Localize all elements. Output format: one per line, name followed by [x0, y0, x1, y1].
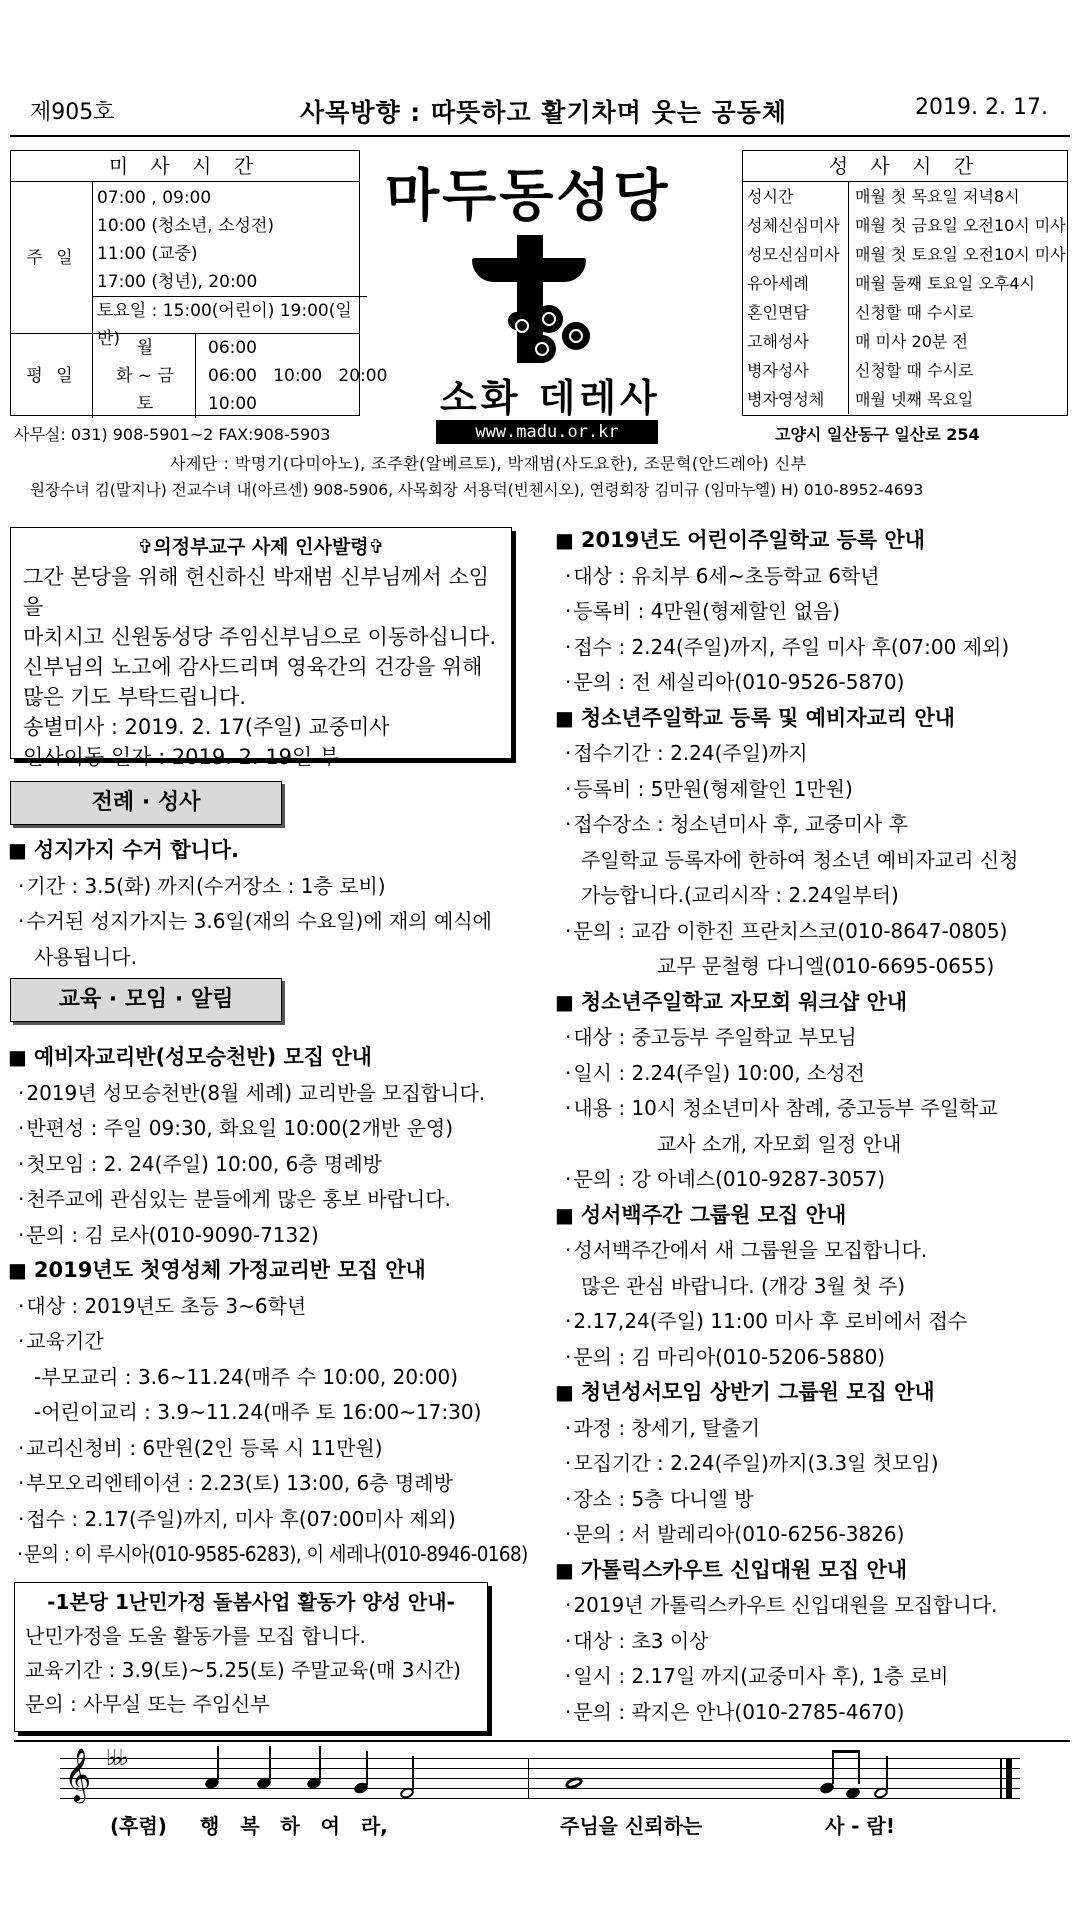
- pastoral-motto: 사목방향 : 따뜻하고 활기차며 웃는 공동체: [300, 98, 788, 127]
- list-item: · 문의 : 교감 이한진 프란치스코(010-8647-0805): [555, 914, 1075, 950]
- saturday-time: 토요일 : 15:00(어린이) 19:00(일반): [93, 296, 367, 325]
- rose-icon: [562, 322, 590, 350]
- sacrament-name: 성모신심미사: [743, 240, 849, 269]
- staff-list: 원장수녀 김(말지나) 전교수녀 내(아르센) 908-5906, 사목회장 서용덕(빈첸시오), 연령회장 김미규 (임마누엘) H) 010-8952-4693: [30, 481, 924, 499]
- sacrament-row: [743, 298, 1067, 327]
- flat-signature-icon: ♭♭♭: [106, 1746, 126, 1771]
- sacrament-row: [743, 211, 1067, 240]
- sunday-time: 17:00 (청년), 20:00: [97, 272, 258, 292]
- lyric-part: 사 - 람!: [825, 1814, 895, 1838]
- sacrament-times-box: [742, 150, 1068, 416]
- sacrament-name: 유아세례: [743, 269, 849, 298]
- list-item: · 문의 : 김 마리아(010-5206-5880): [555, 1340, 1075, 1376]
- sacrament-name: 고해성사: [743, 327, 849, 356]
- sacrament-time: 매월 둘째 토요일 오후4시: [855, 274, 1035, 293]
- notice-line: 많은 기도 부탁드립니다.: [23, 685, 246, 709]
- mass-times-title: 미 사 시 간: [11, 151, 359, 182]
- item-heading: ■ 예비자교리반(성모승천반) 모집 안내: [8, 1040, 528, 1076]
- sacrament-name: 성시간: [743, 182, 849, 211]
- church-address: 고양시 일산동구 일산로 254: [775, 425, 980, 444]
- list-item: · 접수 : 2.17(주일)까지, 미사 후(07:00미사 제외): [8, 1502, 528, 1538]
- office-contact: 사무실: 031) 908-5901~2 FAX:908-5903: [14, 425, 331, 444]
- notice-line: 마치시고 신원동성당 주임신부님으로 이동하십니다.: [23, 625, 496, 649]
- header-divider: [10, 135, 1070, 137]
- sacrament-row: [743, 385, 1067, 414]
- list-item: · 문의 : 이 루시아(010-9585-6283), 이 세레나(010-8946-0168): [8, 1537, 484, 1573]
- list-item: -부모교리 : 3.6~11.24(매주 수 10:00, 20:00): [34, 1364, 459, 1389]
- issue-number: 제905호: [30, 100, 115, 125]
- list-item: -어린이교리 : 3.9~11.24(매주 토 16:00~17:30): [34, 1400, 482, 1424]
- sunday-label: 주 일: [11, 182, 93, 334]
- list-item: 많은 관심 바랍니다. (개강 3월 첫 주): [581, 1273, 905, 1298]
- rose-icon: [535, 305, 563, 333]
- list-item: · 일시 : 2.24(주일) 10:00, 소성전: [555, 1056, 1075, 1092]
- sacrament-row: [743, 356, 1067, 385]
- sacrament-row: [743, 327, 1067, 356]
- list-item: · 장소 : 5층 다니엘 방: [555, 1482, 1075, 1518]
- notice-line: 그간 본당을 위해 헌신하신 박재범 신부님께서 소임을: [23, 565, 490, 619]
- weekday-day: 월: [95, 334, 196, 362]
- weekday-time: 10:00: [208, 394, 257, 414]
- list-item: · 문의 : 김 로사(010-9090-7132): [8, 1218, 528, 1254]
- list-item: · 대상 : 2019년도 초등 3~6학년: [8, 1289, 528, 1325]
- list-item: · 접수기간 : 2.24(주일)까지: [555, 736, 1075, 772]
- sacrament-name: 병자영성체: [743, 385, 849, 414]
- lyric-refrain: (후렴): [110, 1814, 167, 1838]
- list-item: · 첫모임 : 2. 24(주일) 10:00, 6층 명례방: [8, 1147, 528, 1183]
- list-item: · 2019년 가톨릭스카우트 신입대원을 모집합니다.: [555, 1588, 1075, 1624]
- list-item: 주일학교 등록자에 한하여 청소년 예비자교리 신청: [581, 847, 1019, 872]
- list-item: · 부모오리엔테이션 : 2.23(토) 13:00, 6층 명례방: [8, 1466, 528, 1502]
- item-heading: ■ 청소년주일학교 등록 및 예비자교리 안내: [555, 701, 1075, 737]
- mass-times-box: [10, 150, 388, 416]
- sacrament-time: 매월 첫 금요일 오전10시 미사: [855, 216, 1066, 235]
- item-heading: ■ 청년성서모임 상반기 그룹원 모집 안내: [555, 1375, 1075, 1411]
- bar-line: [528, 1758, 529, 1799]
- final-bar-line: [1006, 1758, 1012, 1799]
- sunday-time: 10:00 (청소년, 소성전): [97, 216, 274, 236]
- sacrament-time: 신청할 때 수시로: [855, 361, 974, 380]
- list-item: · 문의 : 강 아녜스(010-9287-3057): [555, 1162, 1075, 1198]
- item-heading: ■ 성서백주간 그룹원 모집 안내: [555, 1198, 1075, 1234]
- sacrament-row: [743, 240, 1067, 269]
- list-item: · 내용 : 10시 청소년미사 참례, 중고등부 주일학교: [555, 1091, 1075, 1127]
- issue-date: 2019. 2. 17.: [915, 95, 1048, 120]
- rose-icon: [508, 312, 526, 330]
- list-item: · 교리신청비 : 6만원(2인 등록 시 11만원): [8, 1431, 528, 1467]
- sacrament-times-title: 성 사 시 간: [743, 151, 1067, 182]
- sacrament-time: 신청할 때 수시로: [855, 303, 974, 322]
- list-item: · 2.17,24(주일) 11:00 미사 후 로비에서 접수: [555, 1304, 1075, 1340]
- church-patron: 소화 데레사: [440, 376, 661, 420]
- church-name: 마두동성당: [385, 164, 671, 229]
- lyric-part: 행 복 하 여 라,: [200, 1814, 388, 1838]
- item-heading: ■ 성지가지 수거 합니다.: [8, 833, 528, 869]
- list-item: · 일시 : 2.17일 까지(교중미사 후), 1층 로비: [555, 1659, 1075, 1695]
- list-item: 교무 문철형 다니엘(010-6695-0655): [657, 954, 995, 978]
- section-education: 교육 · 모임 · 알림: [10, 978, 282, 1022]
- item-heading: ■ 청소년주일학교 자모회 워크샵 안내: [555, 985, 1075, 1021]
- item-heading: ■ 가톨릭스카우트 신입대원 모집 안내: [555, 1553, 1075, 1589]
- liturgy-column: [8, 833, 528, 975]
- weekday-day: 화 ~ 금: [95, 362, 196, 390]
- list-item: · 문의 : 서 발레리아(010-6256-3826): [555, 1517, 1075, 1553]
- list-item: · 2019년 성모승천반(8월 세례) 교리반을 모집합니다.: [8, 1076, 528, 1112]
- sacrament-name: 혼인면담: [743, 298, 849, 327]
- list-item: · 등록비 : 5만원(형제할인 1만원): [555, 772, 1075, 808]
- announcements-column: [555, 523, 1075, 1730]
- weekday-time: 06:00 10:00 20:00: [208, 366, 388, 386]
- list-item: · 성서백주간에서 새 그룹원을 모집합니다.: [555, 1233, 1075, 1269]
- footer-divider: [14, 1740, 1070, 1742]
- list-item: · 접수장소 : 청소년미사 후, 교중미사 후: [555, 807, 1075, 843]
- list-item: · 교육기간: [8, 1324, 528, 1360]
- list-item: · 과정 : 창세기, 탈출기: [555, 1411, 1075, 1447]
- weekday-label: 평 일: [11, 334, 93, 418]
- list-item: · 등록비 : 4만원(형제할인 없음): [555, 594, 1075, 630]
- list-item: · 천주교에 관심있는 분들에게 많은 홍보 바랍니다.: [8, 1182, 528, 1218]
- list-item: · 대상 : 중고등부 주일학교 부모님: [555, 1020, 1075, 1056]
- priests-list: 사제단 : 박명기(다미아노), 조주환(알베르토), 박재범(사도요한), 조문혁(안드레아) 신부: [170, 454, 807, 473]
- refugee-line: 문의 : 사무실 또는 주임신부: [25, 1692, 270, 1716]
- priest-assignment-notice: [10, 527, 512, 769]
- list-item: 가능합니다.(교리시작 : 2.24일부터): [581, 883, 899, 907]
- notice-line: 송별미사 : 2019. 2. 17(주일) 교중미사: [23, 715, 390, 739]
- list-item: · 접수 : 2.24(주일)까지, 주일 미사 후(07:00 제외): [555, 630, 1075, 666]
- sacrament-time: 매 미사 20분 전: [855, 332, 968, 351]
- refugee-line: 교육기간 : 3.9(토)~5.25(토) 주말교육(매 3시간): [25, 1658, 461, 1682]
- item-heading: ■ 2019년도 어린이주일학교 등록 안내: [555, 523, 1075, 559]
- list-item: 사용됩니다.: [34, 944, 137, 969]
- sacrament-time: 매월 넷째 목요일: [855, 390, 974, 409]
- notice-line: 인사이동 일자 : 2019. 2. 19일 부: [23, 745, 340, 769]
- list-item: · 문의 : 곽지은 안나(010-2785-4670): [555, 1695, 1075, 1731]
- section-liturgy: 전례 · 성사: [10, 781, 282, 825]
- lyric-part: 주님을 신뢰하는: [560, 1814, 703, 1838]
- weekday-day: 토: [95, 390, 196, 418]
- rose-icon: [528, 335, 556, 363]
- sacrament-row: [743, 269, 1067, 298]
- list-item: 교사 소개, 자모회 일정 안내: [657, 1131, 902, 1156]
- list-item: · 대상 : 초3 이상: [555, 1624, 1075, 1660]
- sacrament-time: 매월 첫 목요일 저녁8시: [855, 187, 1020, 206]
- sacrament-row: [743, 182, 1067, 211]
- list-item: · 수거된 성지가지는 3.6일(재의 수요일)에 재의 예식에: [8, 904, 528, 940]
- education-column: [8, 1040, 528, 1573]
- refugee-line: 난민가정을 도울 활동가를 모집 합니다.: [25, 1624, 366, 1648]
- music-staff: [60, 1746, 1020, 1810]
- list-item: · 반편성 : 주일 09:30, 화요일 10:00(2개반 운영): [8, 1111, 528, 1147]
- weekday-row: [11, 333, 388, 418]
- sacrament-name: 성체신심미사: [743, 211, 849, 240]
- list-item: · 대상 : 유치부 6세~초등학교 6학년: [555, 559, 1075, 595]
- notice-title: ✞의정부교구 사제 인사발령✞: [137, 536, 385, 558]
- sunday-time: 11:00 (교중): [97, 244, 198, 264]
- item-heading: ■ 2019년도 첫영성체 가정교리반 모집 안내: [8, 1253, 528, 1289]
- treble-clef-icon: 𝄞: [64, 1747, 92, 1801]
- sunday-time: 07:00 , 09:00: [97, 188, 212, 208]
- final-bar-line: [1000, 1758, 1002, 1799]
- website-link[interactable]: www.madu.or.kr: [436, 420, 658, 444]
- list-item: · 모집기간 : 2.24(주일)까지(3.3일 첫모임): [555, 1446, 1075, 1482]
- list-item: · 문의 : 전 세실리아(010-9526-5870): [555, 665, 1075, 701]
- notice-line: 신부님의 노고에 감사드리며 영육간의 건강을 위해: [23, 655, 483, 679]
- refugee-support-notice: [14, 1582, 488, 1732]
- sacrament-time: 매월 첫 토요일 오전10시 미사: [855, 245, 1066, 264]
- weekday-time: 06:00: [208, 338, 257, 358]
- sacrament-name: 병자성사: [743, 356, 849, 385]
- list-item: · 기간 : 3.5(화) 까지(수거장소 : 1층 로비): [8, 869, 528, 905]
- refugee-title: -1본당 1난민가정 돌봄사업 활동가 양성 안내-: [47, 1590, 455, 1614]
